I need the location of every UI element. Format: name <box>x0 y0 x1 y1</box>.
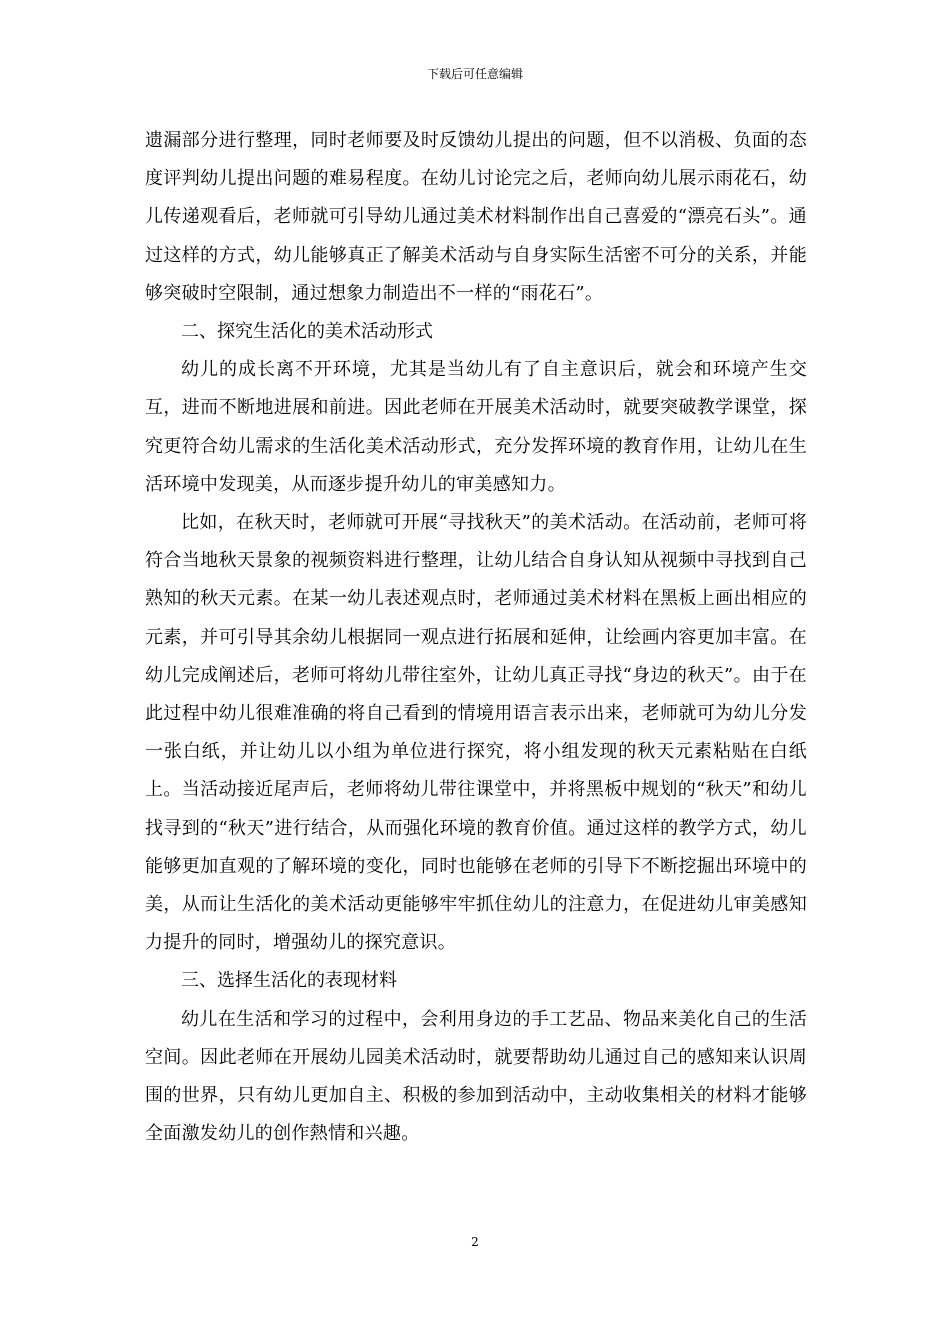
paragraph-materials: 幼儿在生活和学习的过程中，会利用身边的手工艺品、物品来美化自己的生活空间。因此老师在开展幼儿园美术活动时，就要帮助幼儿通过自己的感知来认识周围的世界，只有幼儿更加自主、积极的参加到活动中，主动收集相关的材料才能够全面激发幼儿的创作熱情和兴趣。 <box>145 1008 807 1145</box>
page-number: 2 <box>471 1235 479 1249</box>
document-body <box>145 122 807 1153</box>
page-header: 下载后可任意编辑 <box>426 67 523 81</box>
paragraph-environment: 幼儿的成长离不开环境，尤其是当幼儿有了自主意识后，就会和环境产生交互，进而不断地进展和前进。因此老师在开展美术活动时，就要突破教学课堂，探究更符合幼儿需求的生活化美术活动形式，充分发挥环境的教育作用，让幼儿在生活环境中发现美，从而逐步提升幼儿的审美感知力。 <box>145 359 807 495</box>
paragraph-continued: 遗漏部分进行整理，同时老师要及时反馈幼儿提出的问题，但不以消极、负面的态度评判幼儿提出问题的难易程度。在幼儿讨论完之后，老师向幼儿展示雨花石，幼儿传递观看后，老师就可引导幼儿通过美术材料制作出自己喜爱的“漂亮石头”。通过这样的方式，幼儿能够真正了解美术活动与自身实际生活密不可分的关系，并能够突破时空限制，通过想象力制造出不一样的“雨花石”。 <box>145 130 807 304</box>
paragraph-autumn-activity: 比如，在秋天时，老师就可开展“寻找秋天”的美术活动。在活动前，老师可将符合当地秋天景象的视频资料进行整理，让幼儿结合自身认知从视频中寻找到自己熟知的秋天元素。在某一幼儿表述观点时，老师通过美术材料在黑板上画出相应的元素，并可引导其余幼儿根据同一观点进行拓展和延伸，让绘画内容更加丰富。在幼儿完成阐述后，老师可将幼儿带往室外，让幼儿真正寻找“身边的秋天”。由于在此过程中幼儿很难准确的将自己看到的情境用语言表示出来，老师就可为幼儿分发一张白纸，并让幼儿以小组为单位进行探究，将小组发现的秋天元素粘贴在白纸上。当活动接近尾声后，老师将幼儿带往课堂中，并将黑板中规划的“秋天”和幼儿找寻到的“秋天”进行结合，从而强化环境的教育价值。通过这样的教学方式，幼儿能够更加直观的了解环境的变化，同时也能够在老师的引导下不断挖掘出环境中的美，从而让生活化的美术活动更能够牢牢抓住幼儿的注意力，在促进幼儿审美感知力提升的同时，增强幼儿的探究意识。 <box>145 512 807 954</box>
section-heading-2: 二、探究生活化的美术活动形式 <box>181 321 433 343</box>
section-heading-3: 三、选择生活化的表现材料 <box>181 970 397 992</box>
